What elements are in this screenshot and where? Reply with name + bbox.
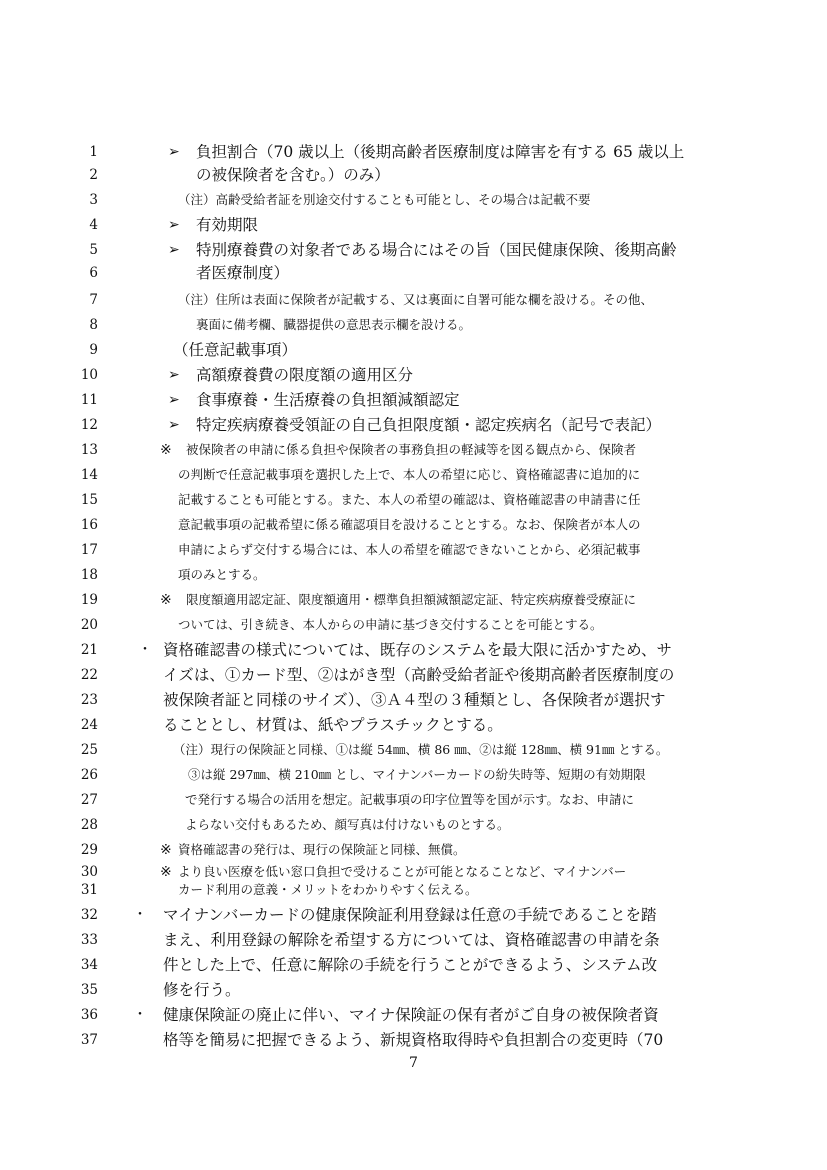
line-text: 限度額適用認定証、限度額適用・標準負担額減額認定証、特定疾病療養受療証に bbox=[186, 592, 637, 607]
line-number: 24 bbox=[80, 717, 98, 733]
line-text: マイナンバーカードの健康保険証利用登録は任意の手続であることを踏 bbox=[163, 906, 657, 924]
line-text: 食事療養・生活療養の負担額減額認定 bbox=[196, 391, 460, 409]
line-number: 18 bbox=[80, 567, 98, 583]
line-text: 件とした上で、任意に解除の手続を行うことができるよう、システム改 bbox=[163, 956, 658, 974]
dot-bullet-icon: ・ bbox=[133, 1007, 147, 1023]
text-line bbox=[0, 903, 827, 927]
line-number: 4 bbox=[89, 217, 98, 233]
text-line bbox=[0, 838, 827, 862]
line-number: 37 bbox=[80, 1032, 98, 1048]
text-line bbox=[0, 338, 827, 362]
line-text: （任意記載事項） bbox=[173, 341, 298, 359]
line-number: 36 bbox=[80, 1007, 98, 1023]
line-number: 1 bbox=[89, 144, 98, 160]
line-number: 2 bbox=[89, 167, 98, 183]
line-number: 13 bbox=[80, 442, 98, 458]
line-text: 修を行う。 bbox=[163, 981, 241, 999]
reference-mark-icon: ※ bbox=[160, 864, 172, 880]
line-text: の判断で任意記載事項を選択した上で、本人の希望に応じ、資格確認書に追加的に bbox=[178, 467, 641, 482]
line-number: 17 bbox=[80, 542, 98, 558]
line-number: 27 bbox=[80, 792, 98, 808]
text-line bbox=[0, 313, 827, 337]
line-text: よらない交付もあるため、顔写真は付けないものとする。 bbox=[185, 817, 510, 832]
text-line bbox=[0, 978, 827, 1002]
line-number: 35 bbox=[80, 982, 98, 998]
line-number: 10 bbox=[80, 367, 98, 383]
text-line bbox=[0, 140, 827, 164]
line-text: 被保険者証と同様のサイズ）、③Ａ４型の３種類とし、各保険者が選択す bbox=[163, 691, 666, 709]
line-number: 7 bbox=[89, 292, 98, 308]
line-number: 34 bbox=[80, 957, 98, 973]
text-line bbox=[0, 588, 827, 612]
line-text: 資格確認書の発行は、現行の保険証と同様、無償。 bbox=[178, 842, 466, 857]
line-number: 25 bbox=[80, 742, 98, 758]
text-line bbox=[0, 563, 827, 587]
line-text: （注）高齢受給者証を別途交付することも可能とし、その場合は記載不要 bbox=[178, 192, 591, 207]
line-text: 意記載事項の記載希望に係る確認項目を設けることとする。なお、保険者が本人の bbox=[178, 517, 641, 532]
line-number: 20 bbox=[80, 617, 98, 633]
line-number: 33 bbox=[80, 932, 98, 948]
line-text: （注）現行の保険証と同様、①は縦 54㎜、横 86 ㎜、②は縦 128㎜、横 91㎜ とする。 bbox=[173, 742, 669, 757]
line-number: 32 bbox=[80, 907, 98, 923]
line-text: で発行する場合の活用を想定。記載事項の印字位置等を国が示す。なお、申請に bbox=[185, 792, 635, 807]
line-text: 有効期限 bbox=[196, 216, 259, 234]
arrow-bullet-icon: ➢ bbox=[168, 217, 180, 233]
page-number: 7 bbox=[409, 1055, 418, 1071]
line-number: 19 bbox=[80, 592, 98, 608]
line-number: 5 bbox=[89, 242, 98, 258]
text-line bbox=[0, 463, 827, 487]
line-number: 23 bbox=[80, 692, 98, 708]
text-line bbox=[0, 288, 827, 312]
line-text: 高額療養費の限度額の適用区分 bbox=[196, 366, 414, 384]
reference-mark-icon: ※ bbox=[160, 442, 172, 458]
line-number: 28 bbox=[80, 817, 98, 833]
text-line bbox=[0, 638, 827, 662]
dot-bullet-icon: ・ bbox=[133, 907, 147, 923]
text-line bbox=[0, 763, 827, 787]
arrow-bullet-icon: ➢ bbox=[168, 417, 180, 433]
text-line bbox=[0, 878, 827, 902]
text-line bbox=[0, 513, 827, 537]
line-number: 21 bbox=[80, 642, 98, 658]
line-number: 6 bbox=[89, 265, 98, 281]
line-text: 項のみとする。 bbox=[178, 567, 266, 582]
reference-mark-icon: ※ bbox=[160, 592, 172, 608]
arrow-bullet-icon: ➢ bbox=[168, 144, 180, 160]
line-number: 30 bbox=[80, 864, 98, 880]
line-text: （注）住所は表面に保険者が記載する、又は裏面に自署可能な欄を設ける。その他、 bbox=[178, 292, 654, 307]
arrow-bullet-icon: ➢ bbox=[168, 392, 180, 408]
text-line bbox=[0, 413, 827, 437]
text-line bbox=[0, 261, 827, 285]
text-line bbox=[0, 1028, 827, 1052]
line-number: 26 bbox=[80, 767, 98, 783]
line-text: 記載することも可能とする。また、本人の希望の確認は、資格確認書の申請書に任 bbox=[178, 492, 641, 507]
text-line bbox=[0, 213, 827, 237]
arrow-bullet-icon: ➢ bbox=[168, 242, 180, 258]
line-text: 資格確認書の様式については、既存のシステムを最大限に活かすため、サ bbox=[163, 641, 673, 659]
text-line bbox=[0, 613, 827, 637]
line-number: 22 bbox=[80, 667, 98, 683]
text-line bbox=[0, 813, 827, 837]
line-text: より良い医療を低い窓口負担で受けることが可能となることなど、マイナンバー bbox=[178, 864, 627, 879]
text-line bbox=[0, 188, 827, 212]
line-text: 特別療養費の対象者である場合にはその旨（国民健康保険、後期高齢 bbox=[196, 241, 677, 259]
text-line bbox=[0, 713, 827, 737]
line-text: の被保険者を含む。）のみ） bbox=[196, 166, 390, 184]
line-number: 14 bbox=[80, 467, 98, 483]
line-text: まえ、利用登録の解除を希望する方については、資格確認書の申請を条 bbox=[163, 931, 660, 949]
line-text: イズは、①カード型、②はがき型（高齢受給者証や後期高齢者医療制度の bbox=[163, 666, 675, 684]
line-number: 29 bbox=[80, 842, 98, 858]
text-line bbox=[0, 928, 827, 952]
text-line bbox=[0, 438, 827, 462]
line-number: 12 bbox=[80, 417, 98, 433]
line-number: 8 bbox=[89, 317, 98, 333]
text-line bbox=[0, 238, 827, 262]
text-line bbox=[0, 663, 827, 687]
line-text: カード利用の意義・メリットをわかりやすく伝える。 bbox=[178, 882, 478, 897]
reference-mark-icon: ※ bbox=[160, 842, 172, 858]
text-line bbox=[0, 538, 827, 562]
line-text: 者医療制度） bbox=[196, 264, 290, 282]
dot-bullet-icon: ・ bbox=[138, 642, 152, 658]
text-line bbox=[0, 163, 827, 187]
line-number: 11 bbox=[80, 392, 98, 408]
text-line bbox=[0, 363, 827, 387]
line-number: 16 bbox=[80, 517, 98, 533]
line-text: 負担割合（70 歳以上（後期高齢者医療制度は障害を有する 65 歳以上 bbox=[196, 143, 685, 161]
line-text: ③は縦 297㎜、横 210㎜ とし、マイナンバーカードの紛失時等、短期の有効期限 bbox=[188, 767, 646, 782]
line-number: 9 bbox=[89, 342, 98, 358]
line-text: 特定疾病療養受領証の自己負担限度額・認定疾病名（記号で表記） bbox=[196, 416, 662, 434]
line-text: 被保険者の申請に係る負担や保険者の事務負担の軽減等を図る観点から、保険者 bbox=[186, 442, 637, 457]
line-number: 31 bbox=[80, 882, 98, 898]
text-line bbox=[0, 488, 827, 512]
text-line bbox=[0, 953, 827, 977]
line-number: 15 bbox=[80, 492, 98, 508]
text-line bbox=[0, 1003, 827, 1027]
arrow-bullet-icon: ➢ bbox=[168, 367, 180, 383]
line-number: 3 bbox=[89, 192, 98, 208]
text-line bbox=[0, 688, 827, 712]
line-text: ついては、引き続き、本人からの申請に基づき交付することを可能とする。 bbox=[178, 617, 603, 632]
line-text: 格等を簡易に把握できるよう、新規資格取得時や負担割合の変更時（70 bbox=[163, 1031, 664, 1049]
line-text: 健康保険証の廃止に伴い、マイナ保険証の保有者がご自身の被保険者資 bbox=[163, 1006, 659, 1024]
text-line bbox=[0, 738, 827, 762]
line-text: 申請によらず交付する場合には、本人の希望を確認できないことから、必須記載事 bbox=[178, 542, 641, 557]
text-line bbox=[0, 388, 827, 412]
text-line bbox=[0, 788, 827, 812]
line-text: 裏面に備考欄、臓器提供の意思表示欄を設ける。 bbox=[196, 317, 472, 332]
line-text: ることとし、材質は、紙やプラスチックとする。 bbox=[163, 716, 503, 734]
